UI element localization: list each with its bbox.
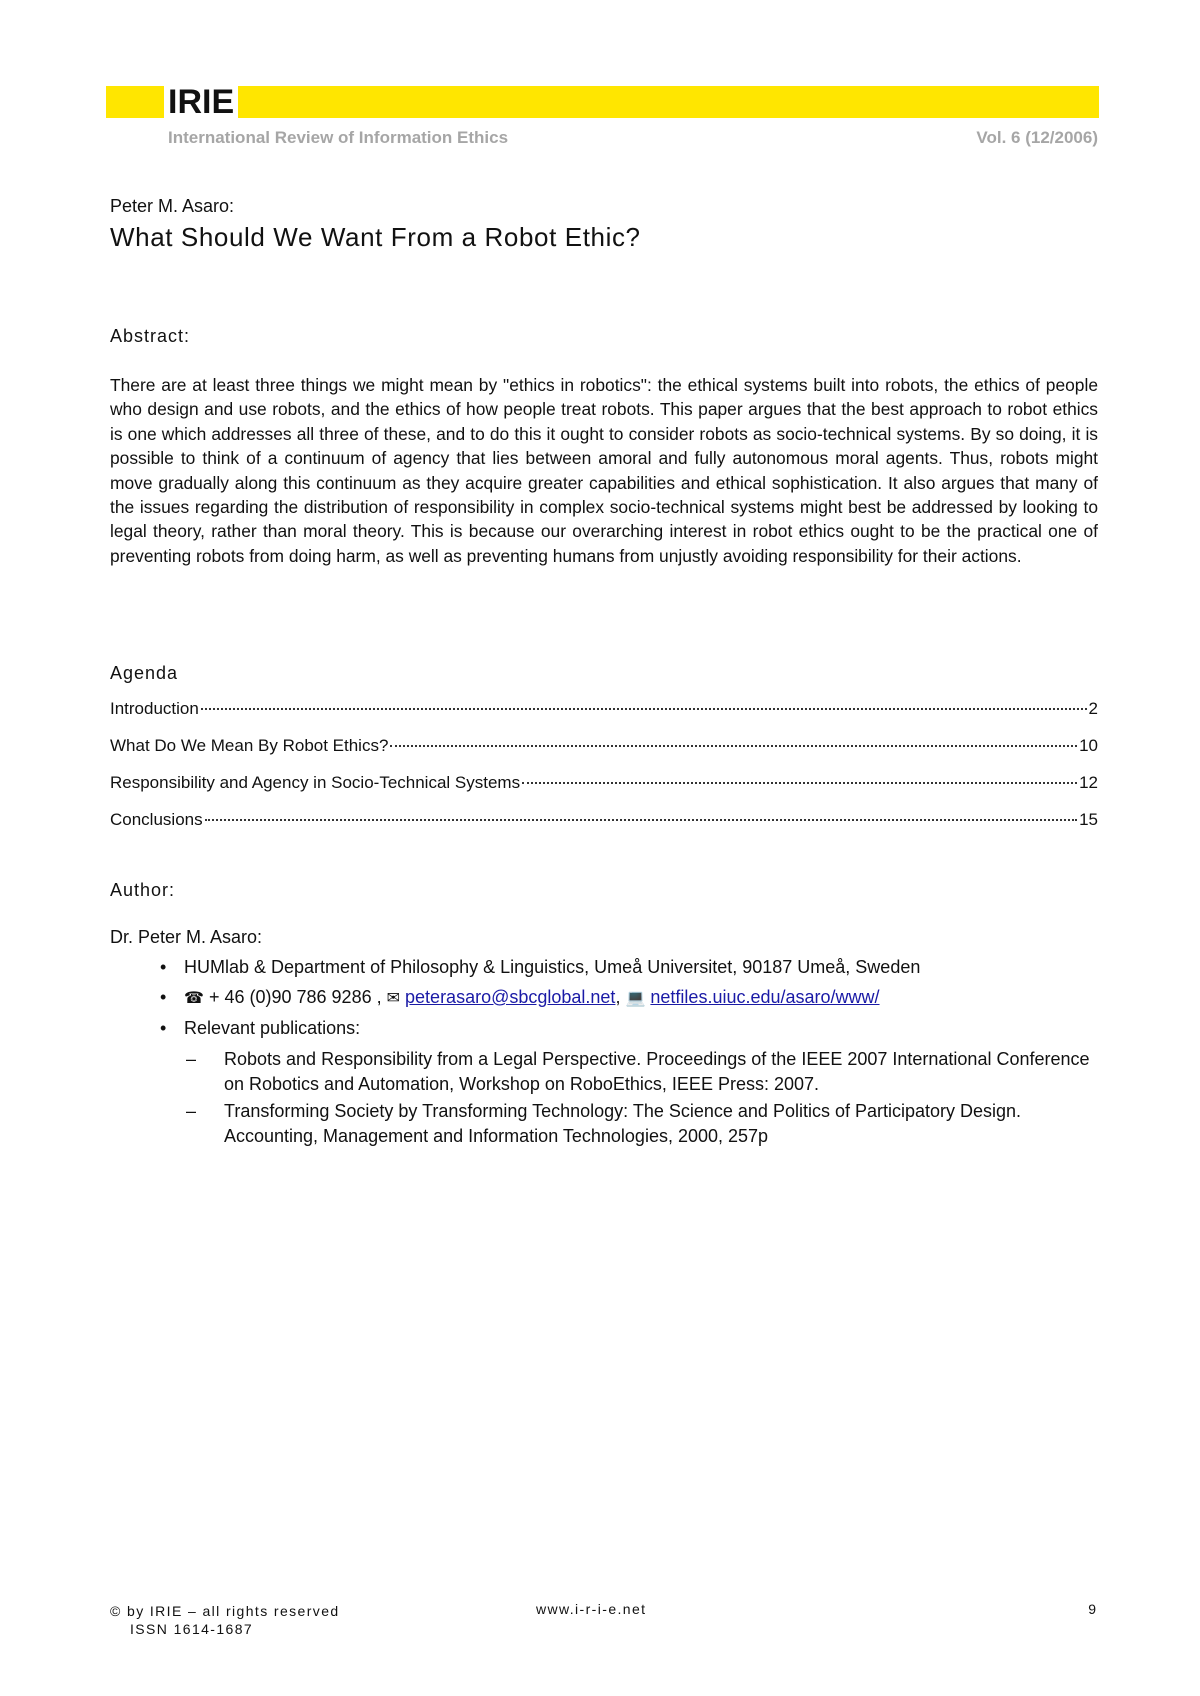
toc-entry-page: 2: [1088, 699, 1098, 718]
article-title: What Should We Want From a Robot Ethic?: [110, 222, 641, 252]
toc-entry[interactable]: [110, 699, 1098, 719]
volume-info: Vol. 6 (12/2006): [976, 128, 1098, 147]
toc-entry-page: 10: [1079, 736, 1098, 755]
toc-entry-page: 15: [1079, 810, 1098, 829]
author-affiliation: HUMlab & Department of Philosophy & Linguistics, Umeå Universitet, 90187 Umeå, Sweden: [184, 957, 921, 977]
toc-entry-label: Introduction: [110, 699, 199, 718]
abstract-text: There are at least three things we might mean by "ethics in robotics": the ethical systems built into robots, the ethics of people who design and use robots, and the ethics of how people treat robots. This paper argues that the best approach to robot ethics is one which addresses all three of these, and to do this it ought to consider robots as socio-technical systems. By so doing, it is possible to think of a continuum of agency that lies between amoral and fully autonomous moral agents. Thus, robots might move gradually along this continuum as they acquire greater capabilities and ethical sophistication. It also argues that many of the issues regarding the distribution of responsibility in complex socio-technical systems might best be addressed by looking to legal theory, rather than moral theory. This is because our overarching interest in robot ethics ought to be the practical one of preventing robots from doing harm, as well as preventing humans from unjustly avoiding responsibility for their actions.: [110, 375, 1098, 566]
footer-copyright: © by IRIE – all rights reserved: [110, 1603, 340, 1619]
footer-website[interactable]: www.i-r-i-e.net: [536, 1601, 647, 1617]
computer-icon: 💻: [625, 988, 646, 1007]
toc-entry-label: What Do We Mean By Robot Ethics?: [110, 736, 389, 755]
list-item: [110, 1015, 1100, 1149]
email-link[interactable]: peterasaro@sbcglobal.net: [405, 987, 616, 1007]
publication-text: Robots and Responsibility from a Legal Perspective. Proceedings of the IEEE 2007 International Conference on Robotics and Automation, Workshop on RoboEthics, IEEE Press: 2007.: [224, 1049, 1090, 1094]
bullet-icon: •: [160, 957, 167, 977]
publications-label: Relevant publications:: [184, 1018, 361, 1038]
toc-entry[interactable]: [110, 810, 1098, 830]
toc-leader: [205, 819, 1077, 821]
article-author: Peter M. Asaro:: [110, 196, 235, 216]
website-link[interactable]: netfiles.uiuc.edu/asaro/www/: [650, 987, 880, 1007]
footer-issn: ISSN 1614-1687: [130, 1621, 254, 1637]
list-item: [110, 984, 1100, 1011]
bullet-icon: •: [160, 1018, 167, 1038]
header-band: [106, 86, 1099, 118]
publication-item: [184, 1047, 1100, 1097]
author-name: Dr. Peter M. Asaro:: [110, 927, 263, 947]
separator: ,: [615, 987, 621, 1007]
author-heading: Author:: [110, 880, 176, 900]
email-icon: ✉: [386, 988, 401, 1007]
publication-item: [184, 1099, 1100, 1149]
irie-logo: IRIE: [164, 84, 238, 120]
journal-name: International Review of Information Ethics: [168, 128, 509, 147]
abstract-heading: Abstract:: [110, 326, 191, 346]
phone-icon: ☎: [184, 988, 204, 1007]
author-phone: + 46 (0)90 786 9286 ,: [208, 987, 382, 1007]
toc-entry-label: Responsibility and Agency in Socio-Technical Systems: [110, 773, 521, 792]
publication-text: Transforming Society by Transforming Technology: The Science and Politics of Participatory Design. Accounting, Management and Information Technologies, 2000, 257p: [224, 1101, 1022, 1146]
dash-icon: –: [186, 1101, 197, 1121]
toc-leader: [522, 782, 1077, 784]
toc-entry[interactable]: [110, 773, 1098, 793]
toc-entry-page: 12: [1079, 773, 1098, 792]
toc-leader: [201, 708, 1087, 710]
toc-entry[interactable]: [110, 736, 1098, 756]
footer-page-number: 9: [1088, 1601, 1096, 1617]
toc-entry-label: Conclusions: [110, 810, 203, 829]
author-details-list: [110, 954, 1100, 1153]
dash-icon: –: [186, 1049, 197, 1069]
bullet-icon: •: [160, 987, 167, 1007]
list-item: [110, 954, 1100, 980]
publications-list: [184, 1047, 1100, 1149]
toc-leader: [390, 745, 1077, 747]
agenda-heading: Agenda: [110, 663, 179, 683]
